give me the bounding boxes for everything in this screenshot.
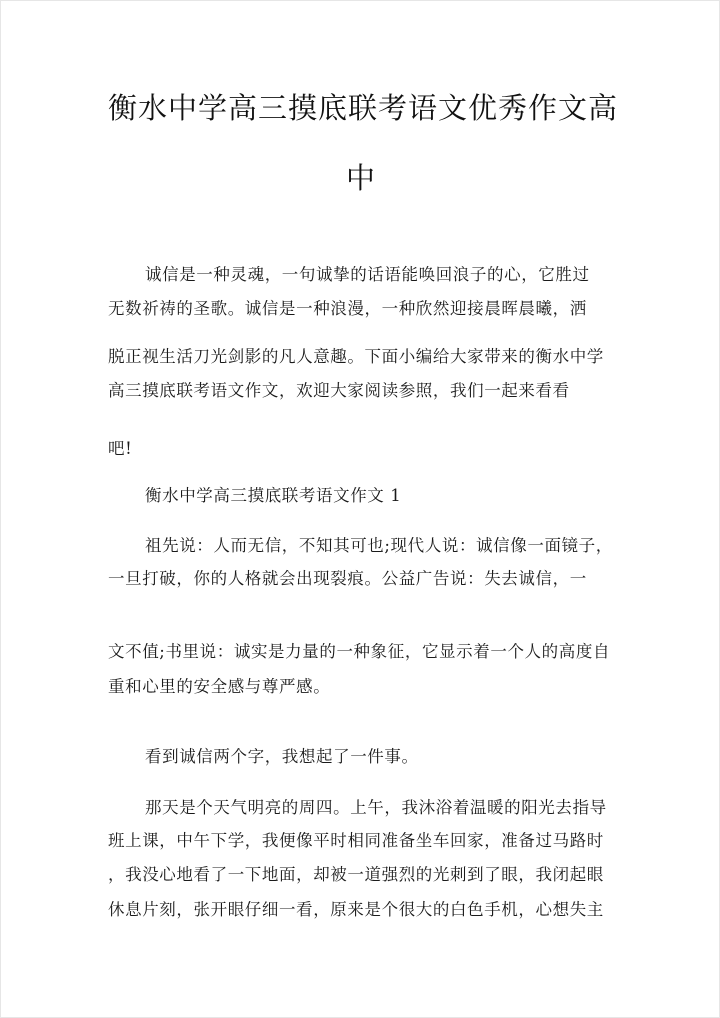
paragraph-line: 祖先说：人而无信，不知其可也;现代人说：诚信像一面镜子， xyxy=(145,536,613,555)
section-heading: 衡水中学高三摸底联考语文作文 1 xyxy=(145,486,402,505)
paragraph-line: 脱正视生活刀光剑影的凡人意趣。下面小编给大家带来的衡水中学 xyxy=(108,347,604,366)
paragraph-line: 重和心里的安全感与尊严感。 xyxy=(108,677,331,696)
paragraph-line: 班上课，中午下学，我便像平时相同准备坐车回家，准备过马路时 xyxy=(108,831,604,850)
paragraph-line: 那天是个天气明亮的周四。上午，我沐浴着温暖的阳光去指导 xyxy=(145,798,607,817)
paragraph-line: ，我没心地看了一下地面，却被一道强烈的光刺到了眼，我闭起眼 xyxy=(108,865,604,884)
paragraph-line: 吧! xyxy=(108,439,133,458)
paragraph-line: 高三摸底联考语文作文，欢迎大家阅读参照，我们一起来看看 xyxy=(108,381,570,400)
paragraph-line: 休息片刻，张开眼仔细一看，原来是个很大的白色手机，心想失主 xyxy=(108,900,604,919)
paragraph-line: 看到诚信两个字，我想起了一件事。 xyxy=(145,747,419,766)
paragraph-line: 诚信是一种灵魂，一句诚挚的话语能唤回浪子的心，它胜过 xyxy=(145,265,590,284)
title-line-2: 中 xyxy=(346,161,377,195)
paragraph-line: 无数祈祷的圣歌。诚信是一种浪漫，一种欣然迎接晨晖晨曦，洒 xyxy=(108,299,587,318)
paragraph-line: 一旦打破，你的人格就会出现裂痕。公益广告说：失去诚信，一 xyxy=(108,569,587,588)
title-line-1: 衡水中学高三摸底联考语文优秀作文高 xyxy=(108,91,619,125)
paragraph-line: 文不值;书里说：诚实是力量的一种象征，它显示着一个人的高度自 xyxy=(108,642,611,661)
